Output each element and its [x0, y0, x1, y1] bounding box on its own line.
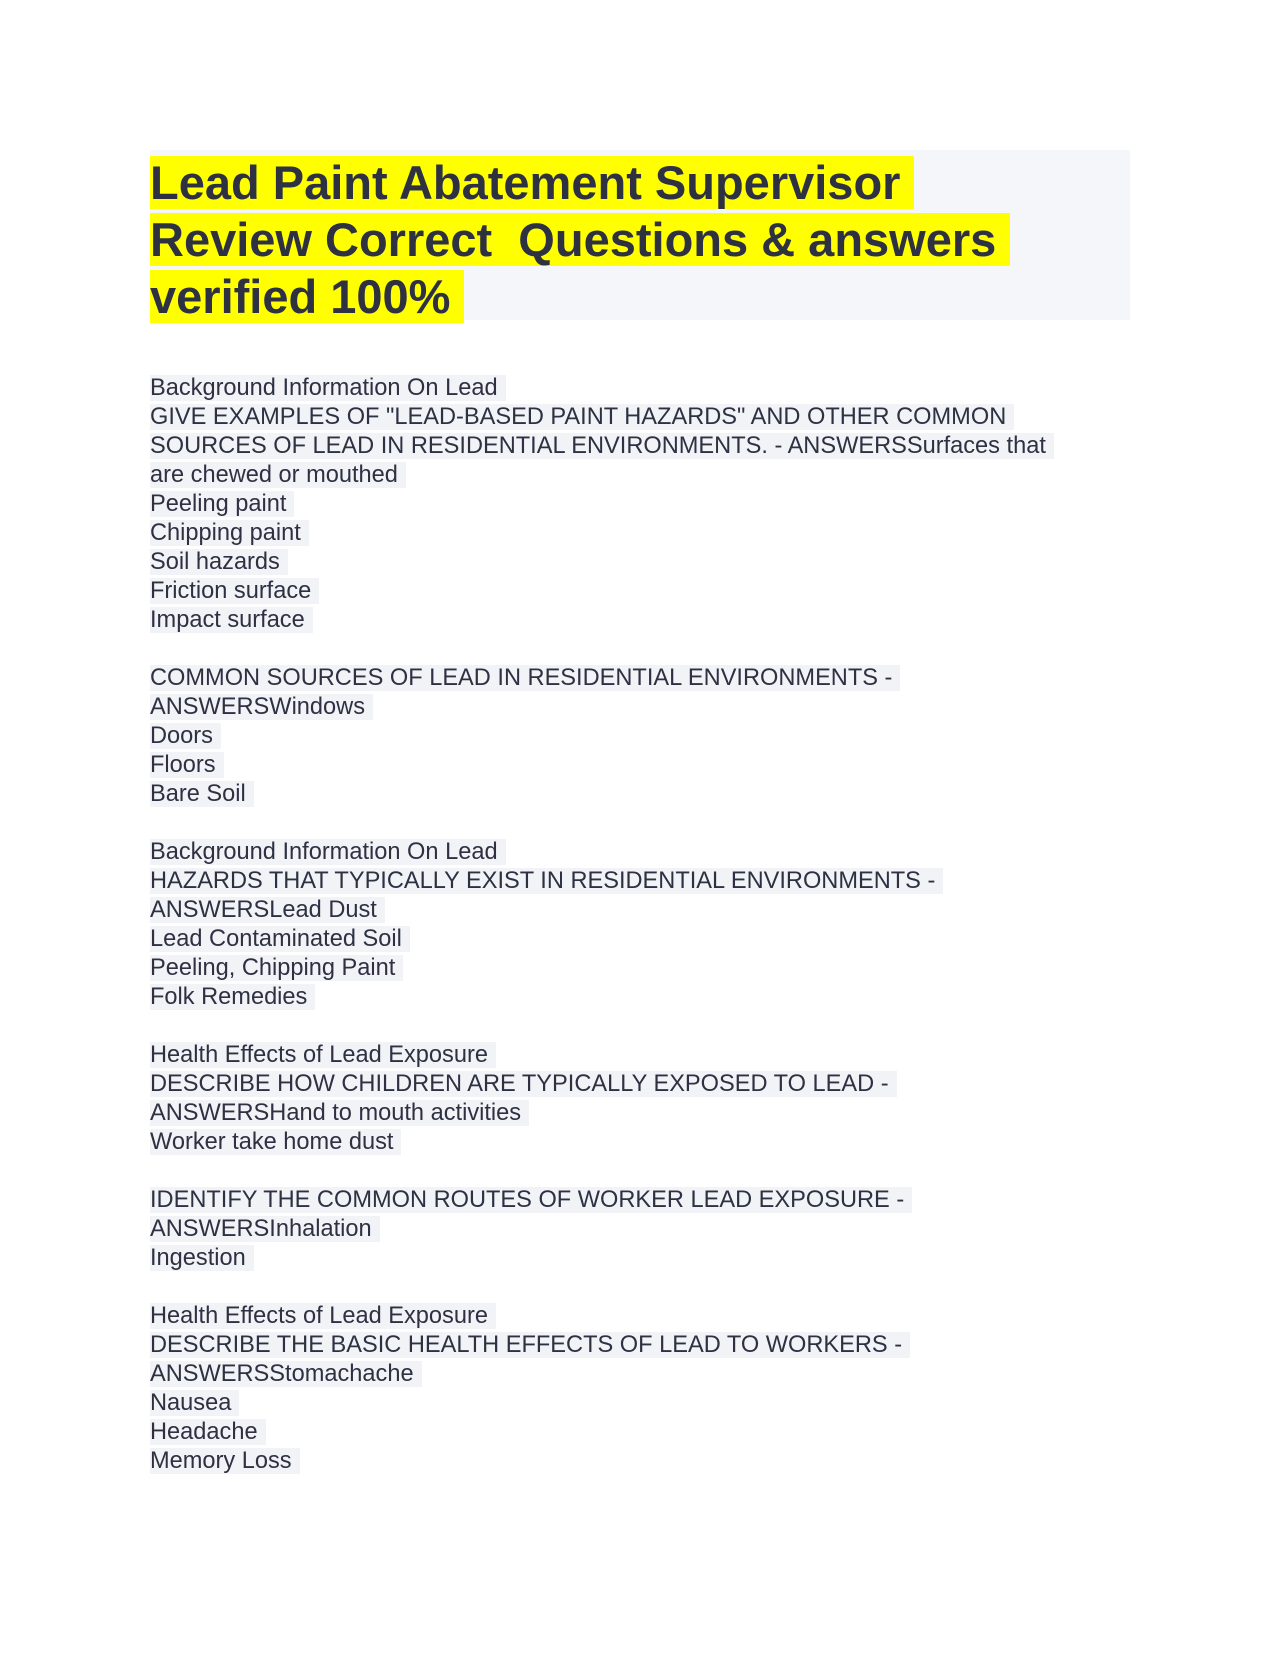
text-line-content: Ingestion	[150, 1245, 254, 1271]
text-line-content: are chewed or mouthed	[150, 462, 406, 488]
text-line-content: IDENTIFY THE COMMON ROUTES OF WORKER LEAD EXPOSURE -	[150, 1187, 912, 1213]
title-line-text: verified 100%	[150, 270, 464, 323]
text-line-content: Background Information On Lead	[150, 375, 506, 401]
paragraph-gap	[150, 1157, 1130, 1186]
text-line	[150, 1215, 1130, 1244]
text-line	[150, 374, 1130, 403]
text-line-content: GIVE EXAMPLES OF "LEAD-BASED PAINT HAZARDS" AND OTHER COMMON	[150, 404, 1014, 430]
text-line-content: DESCRIBE THE BASIC HEALTH EFFECTS OF LEAD TO WORKERS -	[150, 1332, 910, 1358]
text-line-content: Impact surface	[150, 607, 313, 633]
text-line-content: HAZARDS THAT TYPICALLY EXIST IN RESIDENTIAL ENVIRONMENTS -	[150, 868, 943, 894]
text-line	[150, 1447, 1130, 1476]
qa-block	[150, 664, 1130, 809]
text-line	[150, 461, 1130, 490]
text-line-content: Peeling paint	[150, 491, 294, 517]
qa-block	[150, 1041, 1130, 1157]
text-line	[150, 1360, 1130, 1389]
text-line	[150, 577, 1130, 606]
text-line	[150, 751, 1130, 780]
text-line	[150, 1186, 1130, 1215]
text-line-content: Soil hazards	[150, 549, 288, 575]
text-line-content: Worker take home dust	[150, 1129, 401, 1155]
text-line-content: ANSWERSInhalation	[150, 1216, 380, 1242]
text-line	[150, 548, 1130, 577]
text-line-content: ANSWERSLead Dust	[150, 897, 385, 923]
text-line	[150, 1244, 1130, 1273]
text-line	[150, 432, 1130, 461]
text-line-content: ANSWERSStomachache	[150, 1361, 422, 1387]
text-line-content: Background Information On Lead	[150, 839, 506, 865]
text-line	[150, 490, 1130, 519]
qa-block	[150, 1186, 1130, 1273]
text-line	[150, 1041, 1130, 1070]
title-line	[150, 211, 1130, 268]
paragraph-gap	[150, 635, 1130, 664]
document-page	[150, 150, 1130, 1476]
text-line-content: DESCRIBE HOW CHILDREN ARE TYPICALLY EXPOSED TO LEAD -	[150, 1071, 897, 1097]
text-line	[150, 1331, 1130, 1360]
text-line-content: Folk Remedies	[150, 984, 315, 1010]
text-line-content: Friction surface	[150, 578, 319, 604]
title-line	[150, 268, 1130, 325]
text-line	[150, 954, 1130, 983]
paragraph-gap	[150, 1273, 1130, 1302]
text-line	[150, 1418, 1130, 1447]
text-line-content: Chipping paint	[150, 520, 309, 546]
text-line-content: Health Effects of Lead Exposure	[150, 1042, 496, 1068]
text-line	[150, 1128, 1130, 1157]
title-line	[150, 154, 1130, 211]
title-line-text: Lead Paint Abatement Supervisor	[150, 156, 914, 209]
text-line-content: Health Effects of Lead Exposure	[150, 1303, 496, 1329]
text-line-content: ANSWERSWindows	[150, 694, 373, 720]
text-line	[150, 1302, 1130, 1331]
text-line-content: Headache	[150, 1419, 266, 1445]
paragraph-gap	[150, 809, 1130, 838]
qa-block	[150, 1302, 1130, 1476]
text-line	[150, 867, 1130, 896]
text-line-content: Lead Contaminated Soil	[150, 926, 410, 952]
title-block	[150, 150, 1130, 323]
text-line-content: Nausea	[150, 1390, 239, 1416]
text-line	[150, 896, 1130, 925]
text-line	[150, 403, 1130, 432]
text-line-content: ANSWERSHand to mouth activities	[150, 1100, 529, 1126]
paragraph-gap	[150, 1012, 1130, 1041]
text-line	[150, 1099, 1130, 1128]
text-line-content: Doors	[150, 723, 221, 749]
text-line	[150, 606, 1130, 635]
text-line	[150, 664, 1130, 693]
text-line	[150, 838, 1130, 867]
text-line-content: Bare Soil	[150, 781, 254, 807]
document-body	[150, 374, 1130, 1476]
text-line	[150, 780, 1130, 809]
text-line	[150, 519, 1130, 548]
text-line	[150, 925, 1130, 954]
text-line-content: Memory Loss	[150, 1448, 300, 1474]
title-line-text: Review Correct Questions & answers	[150, 213, 1010, 266]
qa-block	[150, 374, 1130, 635]
text-line	[150, 722, 1130, 751]
text-line-content: Floors	[150, 752, 224, 778]
text-line-content: Peeling, Chipping Paint	[150, 955, 403, 981]
qa-block	[150, 838, 1130, 1012]
text-line	[150, 1389, 1130, 1418]
text-line-content: SOURCES OF LEAD IN RESIDENTIAL ENVIRONMENTS. - ANSWERSSurfaces that	[150, 433, 1054, 459]
text-line	[150, 1070, 1130, 1099]
text-line	[150, 983, 1130, 1012]
text-line	[150, 693, 1130, 722]
text-line-content: COMMON SOURCES OF LEAD IN RESIDENTIAL ENVIRONMENTS -	[150, 665, 900, 691]
